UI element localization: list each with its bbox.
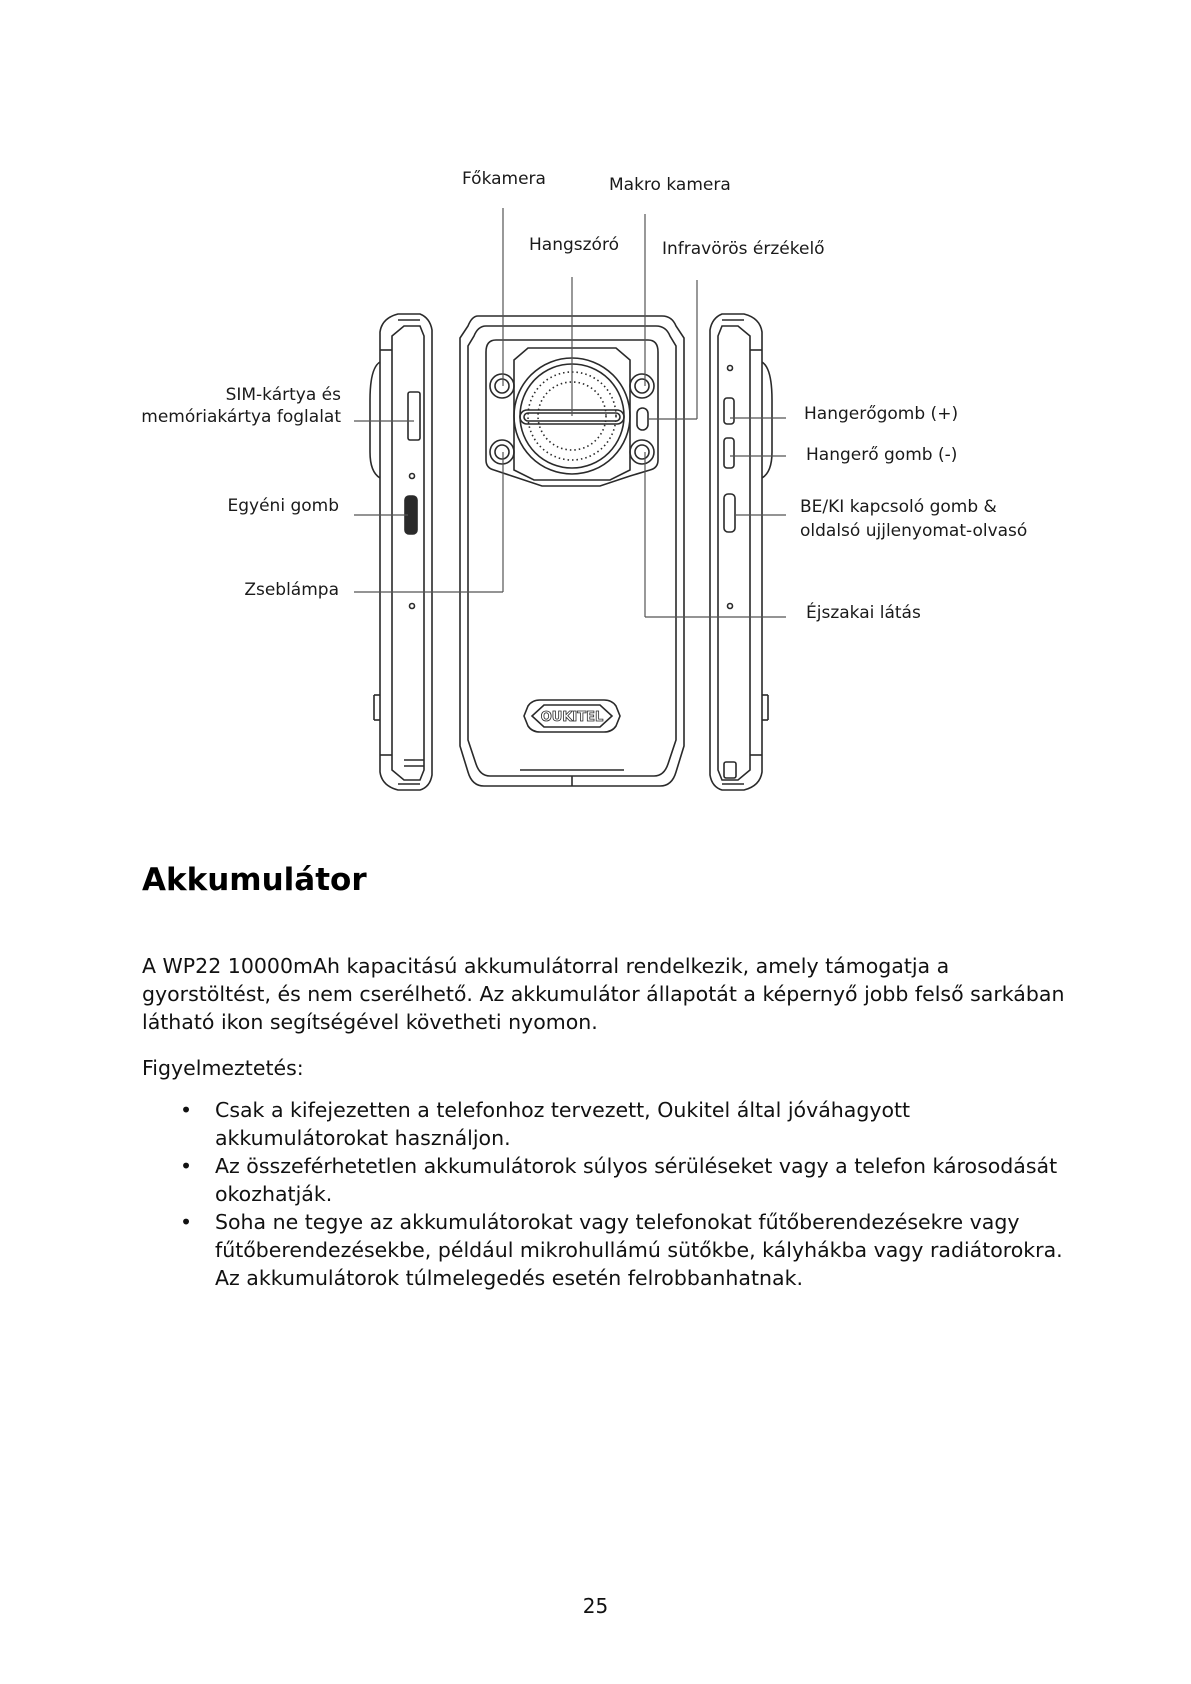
section-title: Akkumulátor [142, 862, 367, 898]
bullet-icon: • [180, 1154, 193, 1178]
bullet-icon: • [180, 1210, 193, 1234]
label-night-vision: Éjszakai látás [806, 603, 921, 623]
label-volume-up: Hangerőgomb (+) [804, 404, 959, 424]
label-power-line1: BE/KI kapcsoló gomb & [800, 497, 997, 517]
list-item [142, 1208, 1072, 1292]
right-side-view [710, 314, 772, 790]
bullet-icon: • [180, 1098, 193, 1122]
label-main-camera: Főkamera [462, 169, 546, 189]
label-sim-slot-line2: memóriakártya foglalat [141, 407, 341, 427]
list-item [142, 1152, 1072, 1208]
brand-logo: OUKITEL [540, 710, 604, 725]
warning-list [142, 1096, 1072, 1292]
left-side-view [370, 314, 432, 790]
label-power-line2: oldalsó ujjlenyomat-olvasó [800, 521, 1028, 541]
page-number: 25 [582, 1594, 609, 1618]
phone-diagram [0, 0, 1191, 800]
list-item [142, 1096, 1072, 1152]
list-item-text: Csak a kifejezetten a telefonhoz tervezett, Oukitel által jóváhagyott akkumulátorokat használjon. [215, 1098, 911, 1150]
label-macro-camera: Makro kamera [609, 175, 731, 195]
list-item-text: Az összeférhetetlen akkumulátorok súlyos sérüléseket vagy a telefon károsodását okozhatják. [215, 1154, 1058, 1206]
label-infrared-sensor: Infravörös érzékelő [662, 239, 825, 259]
phone-drawing [0, 0, 1191, 800]
intro-paragraph: A WP22 10000mAh kapacitású akkumulátorral rendelkezik, amely támogatja a gyorstöltést, és nem cserélhető. Az akkumulátor állapotát a képernyő jobb felső sarkában látható ikon segítségével követheti nyomon. [142, 954, 1065, 1034]
list-item-text: Soha ne tegye az akkumulátorokat vagy telefonokat fűtőberendezésekre vagy fűtőberendezésekbe, például mikrohullámú sütőkbe, kályhákba vagy radiátorokra. Az akkumulátorok túlmelegedés esetén felrobbanhatnak. [215, 1210, 1063, 1290]
label-custom-button: Egyéni gomb [227, 496, 339, 516]
label-speaker: Hangszóró [529, 235, 619, 255]
label-sim-slot-line1: SIM-kártya és [225, 385, 341, 405]
label-volume-down: Hangerő gomb (-) [806, 445, 958, 465]
label-flashlight: Zseblámpa [244, 580, 339, 600]
warning-label: Figyelmeztetés: [142, 1056, 304, 1080]
